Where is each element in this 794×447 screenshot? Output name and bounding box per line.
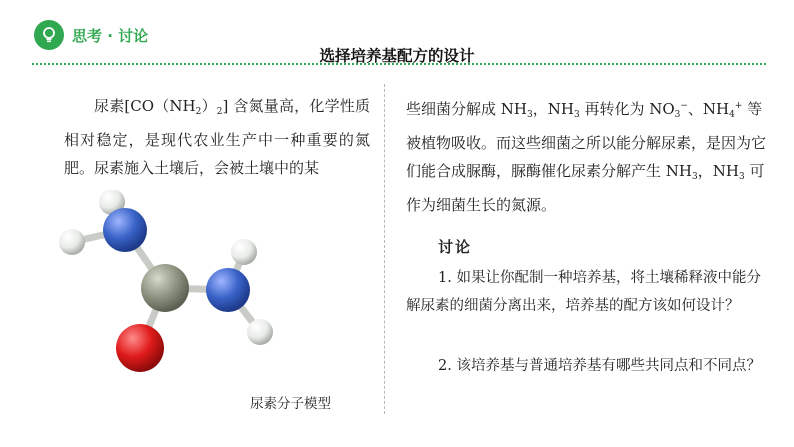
carbon-atom	[141, 264, 189, 312]
hydrogen-atom	[59, 229, 85, 255]
discussion-question-1: 1. 如果让你配制一种培养基，将土壤稀释液中能分解尿素的细菌分离出来，培养基的配方该如何设计？	[406, 270, 761, 314]
header-label: 思考 · 讨论	[72, 26, 149, 45]
nitrogen-atom	[206, 268, 250, 312]
oxygen-atom	[116, 324, 164, 372]
hydrogen-atom	[231, 239, 257, 265]
figure-caption: 尿素分子模型	[250, 396, 331, 412]
dotted-divider	[32, 63, 766, 65]
continued-paragraph: 些细菌分解成 $NH_3$，$NH_3$ 再转化为 $NO_3^-$、$NH_4^+$ 等被植物吸收。而这些细菌之所以能分解尿素，是因为它们能合成脲酶，脲酶催化尿素分解产生 $NH_3$，$NH_3$ 可作为细菌生长的氮源。	[406, 100, 767, 214]
discussion-heading: 讨论	[438, 238, 473, 256]
column-divider	[384, 84, 385, 414]
intro-paragraph: 尿素$[CO(NH_2)_2]$ 含氮量高，化学性质相对稳定，是现代农业生产中一种重要的氮肥。尿素施入土壤后，会被土壤中的某	[64, 97, 370, 177]
nitrogen-atom	[103, 208, 147, 252]
hydrogen-atom	[247, 319, 273, 345]
urea-molecule-model	[40, 190, 320, 390]
discussion-question-2: 2. 该培养基与普通培养基有哪些共同点和不同点？	[438, 358, 761, 374]
page-title: 选择培养基配方的设计	[319, 47, 475, 65]
